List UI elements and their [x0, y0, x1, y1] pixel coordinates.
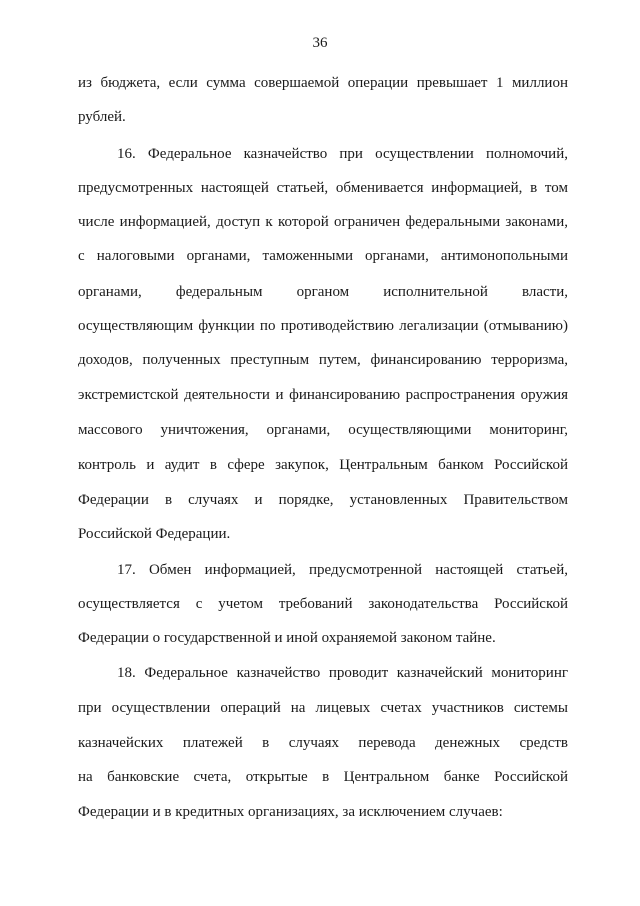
paragraph-16-line: 16. Федеральное казначейство при осуществлении полномочий,	[117, 146, 568, 162]
paragraph-line: из бюджета, если сумма совершаемой операции превышает 1 миллион	[78, 75, 568, 91]
paragraph-16-line: контроль и аудит в сфере закупок, Центральным банком Российской	[78, 457, 568, 473]
paragraph-16-line: доходов, полученных преступным путем, финансированию терроризма,	[78, 352, 568, 368]
paragraph-16-line: массового уничтожения, органами, осуществляющими мониторинг,	[78, 422, 568, 438]
paragraph-17-line: Федерации о государственной и иной охраняемой законом тайне.	[78, 630, 496, 646]
paragraph-16-line: Федерации в случаях и порядке, установленных Правительством	[78, 492, 568, 508]
paragraph-18-line: Федерации и в кредитных организациях, за исключением случаев:	[78, 804, 503, 820]
paragraph-16-line: с налоговыми органами, таможенными органами, антимонопольными	[78, 248, 568, 264]
paragraph-18-line: на банковские счета, открытые в Центральном банке Российской	[78, 769, 568, 785]
paragraph-17-line: осуществляется с учетом требований законодательства Российской	[78, 596, 568, 612]
paragraph-18-line: 18. Федеральное казначейство проводит казначейский мониторинг	[117, 665, 568, 681]
paragraph-16-line: числе информацией, доступ к которой ограничен федеральными законами,	[78, 214, 568, 230]
paragraph-line: рублей.	[78, 109, 126, 125]
paragraph-16-line: экстремистской деятельности и финансированию распространения оружия	[78, 387, 568, 403]
paragraph-16-line: предусмотренных настоящей статьей, обменивается информацией, в том	[78, 180, 568, 196]
page-number: 36	[312, 35, 328, 51]
paragraph-18-line: казначейских платежей в случаях перевода денежных средств	[78, 735, 568, 751]
paragraph-17-line: 17. Обмен информацией, предусмотренной настоящей статьей,	[117, 562, 568, 578]
paragraph-16-line: осуществляющим функции по противодействию легализации (отмыванию)	[78, 318, 568, 334]
paragraph-16-line: Российской Федерации.	[78, 526, 231, 542]
paragraph-16-line: органами, федеральным органом исполнительной власти,	[78, 284, 568, 300]
paragraph-18-line: при осуществлении операций на лицевых счетах участников системы	[78, 700, 568, 716]
